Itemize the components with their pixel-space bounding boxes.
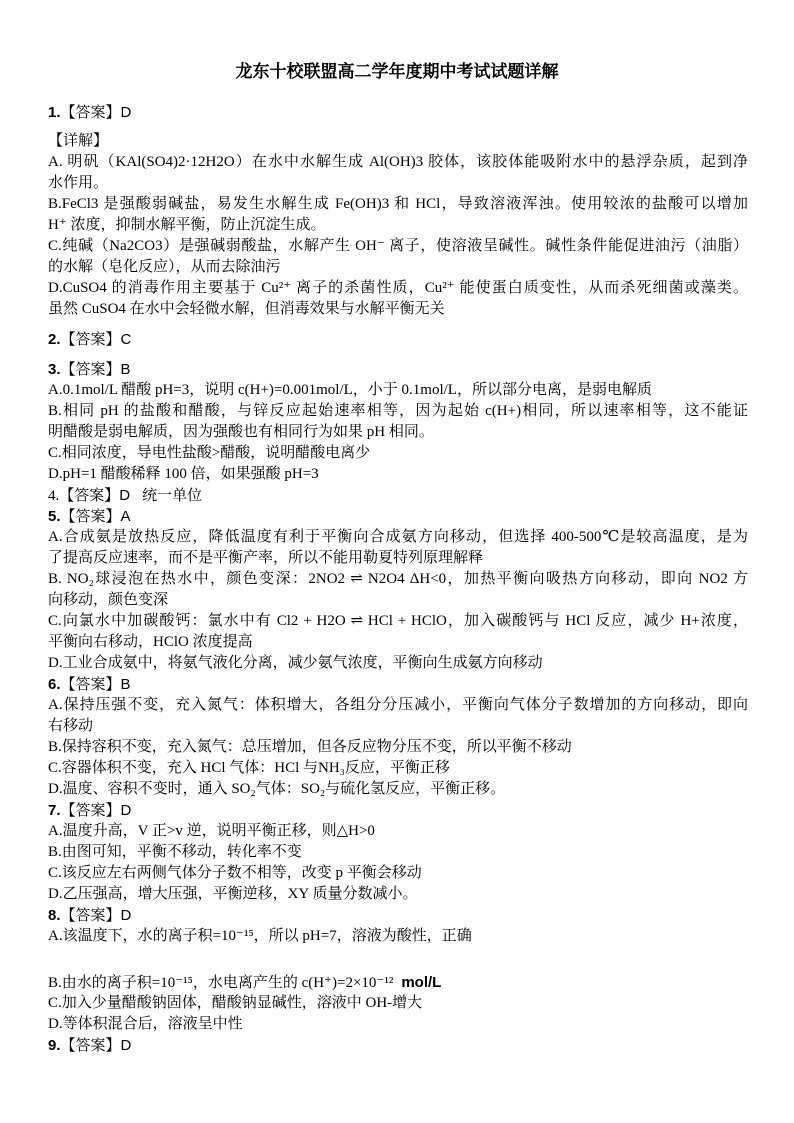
q1-option-d-line: D.CuSO4 的消毒作用主要基于 Cu²⁺ 离子的杀菌性质，Cu²⁺ 能使蛋白质变性，从而杀死细菌或藻类。 (48, 280, 748, 296)
q3-option-d-line: D.pH=1 醋酸稀释 100 倍，如果强酸 pH=3 (48, 466, 319, 482)
q5-answer-label: 【答案】A (60, 508, 131, 525)
q1-option-c-line: C.纯碱（Na2CO3）是强碱弱酸盐，水解产生 OH⁻ 离子，使溶液呈碱性。碱性条件能促进油污（油脂） (48, 238, 748, 254)
q5-option-b-line: B. NO₂球浸泡在热水中，颜色变深：2NO2 ⇌ N2O4 ΔH<0，加热平衡向吸热方向移动，即向 NO2 方 (48, 571, 748, 587)
q3-option-c-line: C.相同浓度，导电性盐酸>醋酸，说明醋酸电离少 (48, 445, 371, 461)
q2-answer-label: 【答案】C (60, 331, 132, 348)
q6-option-a-line: 右移动 (48, 718, 94, 734)
q8-number: 8. (48, 907, 61, 924)
q8-option-b-line (48, 972, 748, 993)
q7-answer (48, 800, 748, 821)
page-title: 龙东十校联盟高二学年度期中考试试题详解 (235, 62, 559, 82)
q7-option-c-line: C.该反应左右两侧气体分子数不相等，改变 p 平衡会移动 (48, 865, 422, 881)
q4-answer-label: 【答案】D (59, 487, 131, 504)
q3-option-b-line: 明醋酸是弱电解质，因为强酸也有相同行为如果 pH 相同。 (48, 424, 434, 440)
q6-option-a-line: A.保持压强不变，充入氮气：体积增大，各组分分压减小，平衡向气体分子数增加的方向移动，即向 (48, 697, 748, 713)
q6-number: 6. (48, 676, 61, 693)
q4-answer (48, 485, 748, 506)
q6-answer (48, 674, 748, 695)
q9-number: 9. (48, 1037, 61, 1054)
q1-option-a-line: A. 明矾（KAl(SO4)2·12H2O）在水中水解生成 Al(OH)3 胶体，该胶体能吸附水中的悬浮杂质，起到净 (48, 154, 748, 170)
q3-answer-label: 【答案】B (60, 361, 131, 378)
q5-option-b-line: 向移动，颜色变深 (48, 592, 169, 608)
q5-option-a-line: 了提高反应速率，而不是平衡产率，所以不能用勒夏特列原理解释 (48, 550, 484, 566)
q1-option-b-line: H⁺ 浓度，抑制水解平衡，防止沉淀生成。 (48, 217, 326, 233)
q8-option-c-line: C.加入少量醋酸钠固体，醋酸钠显碱性，溶液中 OH-增大 (48, 995, 423, 1011)
q2-number: 2. (48, 331, 61, 348)
q3-option-a-line: A.0.1mol/L 醋酸 pH=3，说明 c(H+)=0.001mol/L，小于 0.1mol/L，所以部分电离，是弱电解质 (48, 382, 652, 398)
q4-number: 4. (48, 488, 60, 504)
q7-option-a-line: A.温度升高，V 正>v 逆，说明平衡正移，则△H>0 (48, 823, 375, 839)
q6-answer-label: 【答案】B (60, 676, 131, 693)
q5-option-a-line: A.合成氨是放热反应，降低温度有利于平衡向合成氨方向移动，但选择 400-500℃是较高温度，是为 (48, 529, 748, 545)
q2-answer (48, 329, 748, 350)
q3-answer (48, 359, 748, 380)
q8-option-a-line: A.该温度下，水的离子积=10⁻¹⁵，所以 pH=7，溶液为酸性，正确 (48, 928, 472, 944)
q5-option-d-line: D.工业合成氨中，将氨气液化分离，减少氨气浓度，平衡向生成氨方向移动 (48, 655, 543, 671)
q5-option-c-line: 平衡向右移动，HClO 浓度提高 (48, 634, 253, 650)
q1-answer (48, 102, 748, 123)
q3-option-b-line: B.相同 pH 的盐酸和醋酸，与锌反应起始速率相等，因为起始 c(H+)相同，所以速率相等，这不能证 (48, 403, 748, 419)
q1-option-a-line: 水作用。 (48, 175, 109, 191)
q7-answer-label: 【答案】D (60, 802, 132, 819)
q9-answer (48, 1035, 748, 1056)
q7-option-b-line: B.由图可知，平衡不移动，转化率不变 (48, 844, 302, 860)
q8-answer (48, 905, 748, 926)
q4-note: 统一单位 (142, 488, 203, 504)
q1-detail-heading: 【详解】 (48, 133, 109, 149)
q8-option-b-text: B.由水的离子积=10⁻¹⁵，水电离产生的 c(H⁺)=2×10⁻¹² (48, 975, 394, 991)
q1-number: 1. (48, 104, 61, 121)
q3-number: 3. (48, 361, 61, 378)
q1-option-b-line: B.FeCl3 是强酸弱碱盐，易发生水解生成 Fe(OH)3 和 HCl，导致溶液浑浊。使用较浓的盐酸可以增加 (48, 196, 748, 212)
q6-option-d-line: D.温度、容积不变时，通入 SO₂气体：SO₂与硫化氢反应，平衡正移。 (48, 781, 506, 797)
q9-answer-label: 【答案】D (60, 1037, 132, 1054)
q1-option-c-line: 的水解（皂化反应），从而去除油污 (48, 259, 281, 275)
q6-option-b-line: B.保持容积不变，充入氮气：总压增加，但各反应物分压不变，所以平衡不移动 (48, 739, 572, 755)
answer-content (48, 102, 748, 1056)
q5-answer (48, 506, 748, 527)
q1-answer-label: 【答案】D (60, 104, 132, 121)
q5-option-c-line: C.向氯水中加碳酸钙：氯水中有 Cl2 + H2O ⇌ HCl + HClO，加入碳酸钙与 HCl 反应，减少 H+浓度， (48, 613, 748, 629)
q8-option-b-unit: mol/L (401, 974, 442, 991)
q8-option-d-line: D.等体积混合后，溶液呈中性 (48, 1016, 243, 1032)
q1-option-d-line: 虽然 CuSO4 在水中会轻微水解，但消毒效果与水解平衡无关 (48, 301, 445, 317)
q5-number: 5. (48, 508, 61, 525)
q6-option-c-line: C.容器体积不变，充入 HCl 气体：HCl 与NH₃反应，平衡正移 (48, 760, 450, 776)
q7-option-d-line: D.乙压强高，增大压强，平衡逆移，XY 质量分数减小。 (48, 886, 418, 902)
q8-answer-label: 【答案】D (60, 907, 132, 924)
q7-number: 7. (48, 802, 61, 819)
